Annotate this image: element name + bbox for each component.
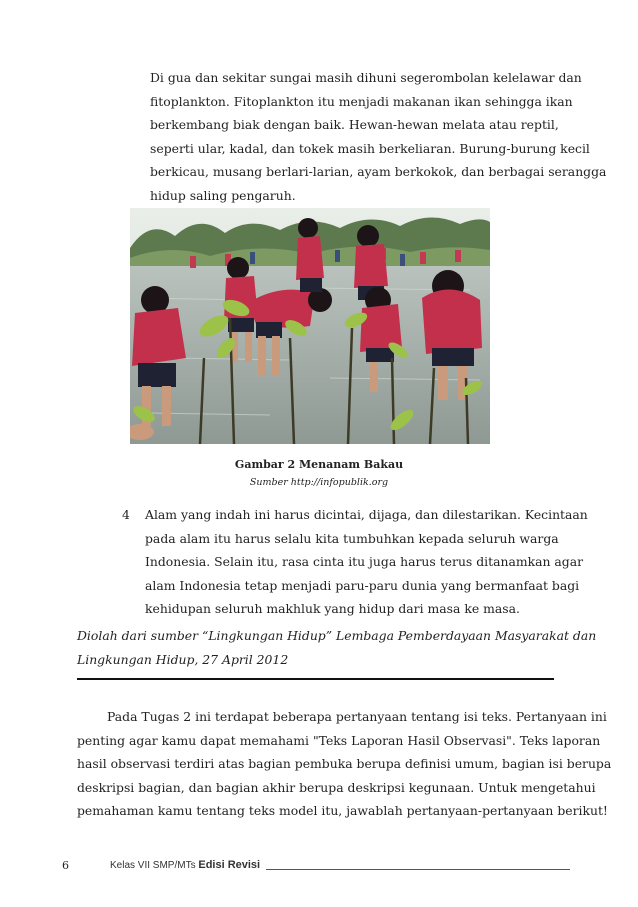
footer-label [110,859,260,871]
text-line: Pada Tugas 2 ini terdapat beberapa pertanyaan tentang isi teks. Pertanyaan ini [107,709,607,724]
text-line: pada alam itu harus selalu kita tumbuhkan kepada seluruh warga [145,530,559,546]
text-line: deskripsi bagian, dan bagian akhir berupa deskripsi kegunaan. Untuk mengetahui [77,779,596,795]
text-line: hasil observasi terdiri atas bagian pembuka berupa definisi umum, bagian isi berupa [77,756,612,772]
text-line: Alam yang indah ini harus dicintai, dijaga, dan dilestarikan. Kecintaan [145,507,588,522]
top-paragraph [150,66,607,208]
footer-edition: Edisi Revisi [198,859,261,871]
source-note-line: Diolah dari sumber “Lingkungan Hidup” Lembaga Pemberdayaan Masyarakat dan [77,628,597,643]
bottom-paragraph [77,705,612,823]
text-line: pemahaman kamu tentang teks model itu, jawablah pertanyaan-pertanyaan berikut! [77,803,608,819]
photo-illustration [130,208,490,444]
text-line: berkicau, musang berlari-larian, ayam berkokok, dan berbagai serangga [150,164,607,180]
footer-rule [266,869,570,870]
text-line: Di gua dan sekitar sungai masih dihuni segerombolan kelelawar dan [150,70,582,85]
section-divider [77,678,554,680]
page-number: 6 [62,859,69,872]
text-line: seperti ular, kadal, dan tokek masih berkeliaran. Burung-burung kecil [150,140,590,156]
figure-caption: Gambar 2 Menanam Bakau [234,458,404,471]
text-line: Indonesia. Selain itu, rasa cinta itu juga harus terus ditanamkan agar [145,554,584,570]
text-line: kehidupan seluruh makhluk yang hidup dari masa ke masa. [145,601,520,617]
item-paragraph [145,503,588,621]
figure-source: Sumber http://infopublik.org [249,477,389,488]
text-line: berkembang biak dengan baik. Hewan-hewan melata atau reptil, [150,117,559,133]
footer-class: Kelas VII SMP/MTs [110,860,196,871]
item-number: 4 [122,507,130,522]
text-line: penting agar kamu dapat memahami "Teks Laporan Hasil Observasi". Teks laporan [77,732,601,748]
text-line: hidup saling pengaruh. [150,187,296,203]
text-line: alam Indonesia tetap menjadi paru-paru dunia yang bermanfaat bagi [145,577,580,593]
text-line: fitoplankton. Fitoplankton itu menjadi makanan ikan sehingga ikan [150,93,573,109]
source-note [77,624,597,671]
source-note-line: Lingkungan Hidup, 27 April 2012 [77,651,289,667]
mangrove-planting-photo [130,208,490,444]
